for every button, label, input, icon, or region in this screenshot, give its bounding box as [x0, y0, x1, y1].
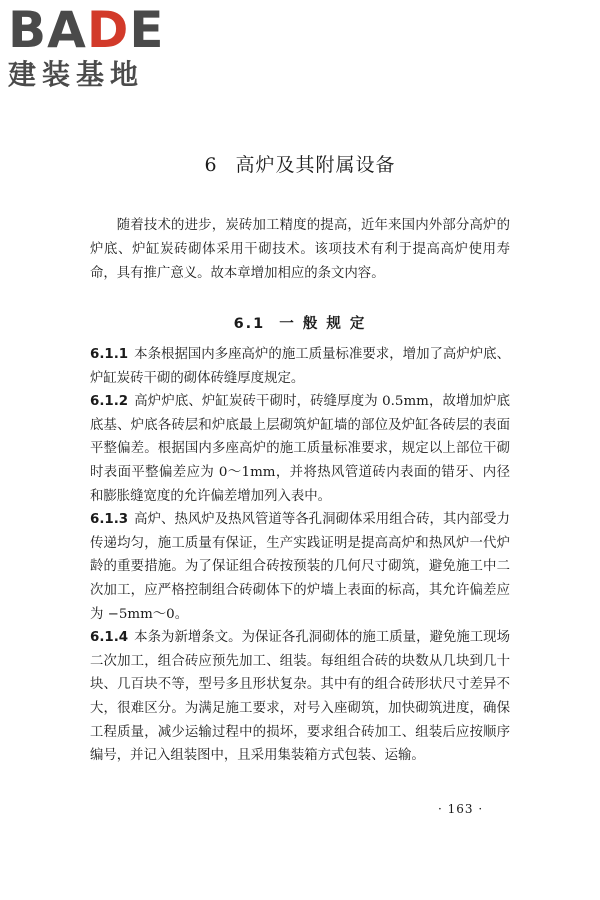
section-title-text: 一 般 规 定 [279, 316, 367, 332]
page-number: · 163 · [438, 802, 484, 816]
logo-wordmark [8, 1, 183, 59]
clause-number: 6.1.3 [90, 512, 129, 528]
chapter-title [0, 150, 600, 177]
clause-6-1-1 [90, 343, 510, 390]
clause-6-1-2 [90, 390, 510, 508]
clause-6-1-4 [90, 626, 510, 768]
clause-text: 高炉、热风炉及热风管道等各孔洞砌体采用组合砖，其内部受力传递均匀，施工质量有保证，生产实践证明是提高高炉和热风炉一代炉龄的重要措施。为了保证组合砖按预装的几何尺寸砌筑，避免施工中二次加工，应严格控制组合砖砌体下的炉墙上表面的标高，其允许偏差应为 −5mm～0。 [90, 512, 510, 622]
clause-6-1-3 [90, 508, 510, 626]
section-number: 6.1 [233, 316, 266, 332]
logo-accent-letter: D [86, 1, 130, 59]
logo-subtitle: 建装基地 [8, 58, 145, 91]
clause-list [90, 343, 510, 768]
clause-number: 6.1.1 [90, 347, 129, 362]
intro-paragraph: 随着技术的进步，炭砖加工精度的提高，近年来国内外部分高炉的炉底、炉缸炭砖砌体采用干砌技术。该项技术有利于提高高炉使用寿命，具有推广意义。故本章增加相应的条文内容。 [90, 218, 510, 281]
clause-text: 本条根据国内多座高炉的施工质量标准要求，增加了高炉炉底、炉缸炭砖干砌的砌体砖缝厚度规定。 [90, 347, 510, 386]
logo-suffix: E [129, 1, 165, 59]
chapter-title-text: 高炉及其附属设备 [235, 154, 396, 176]
clause-number: 6.1.2 [90, 394, 129, 410]
logo-prefix: BA [8, 1, 87, 59]
clause-text: 本条为新增条文。为保证各孔洞砌体的施工质量，避免施工现场二次加工，组合砖应预先加工、组装。每组组合砖的块数从几块到几十块、几百块不等，型号多且形状复杂。其中有的组合砖形状尺寸差异不大，很难区分。为满足施工要求，对号入座砌筑，加快砌筑进度，确保工程质量，减少运输过程中的损坏，要求组合砖加工、组装后应按顺序编号，并记入组装图中，且采用集装箱方式包装、运输。 [90, 630, 510, 764]
clause-number: 6.1.4 [90, 630, 129, 646]
brand-logo [8, 1, 183, 94]
section-heading [0, 312, 600, 333]
clause-text: 高炉炉底、炉缸炭砖干砌时，砖缝厚度为 0.5mm，故增加炉底底基、炉底各砖层和炉底最上层砌筑炉缸墙的部位及炉缸各砖层的表面平整偏差。根据国内多座高炉的施工质量标准要求，规定以上部位干砌时表面平整偏差应为 0～1mm，并将热风管道砖内表面的错牙、内径和膨胀缝宽度的允许偏差增加列入表中。 [90, 394, 510, 504]
chapter-number: 6 [204, 154, 218, 176]
